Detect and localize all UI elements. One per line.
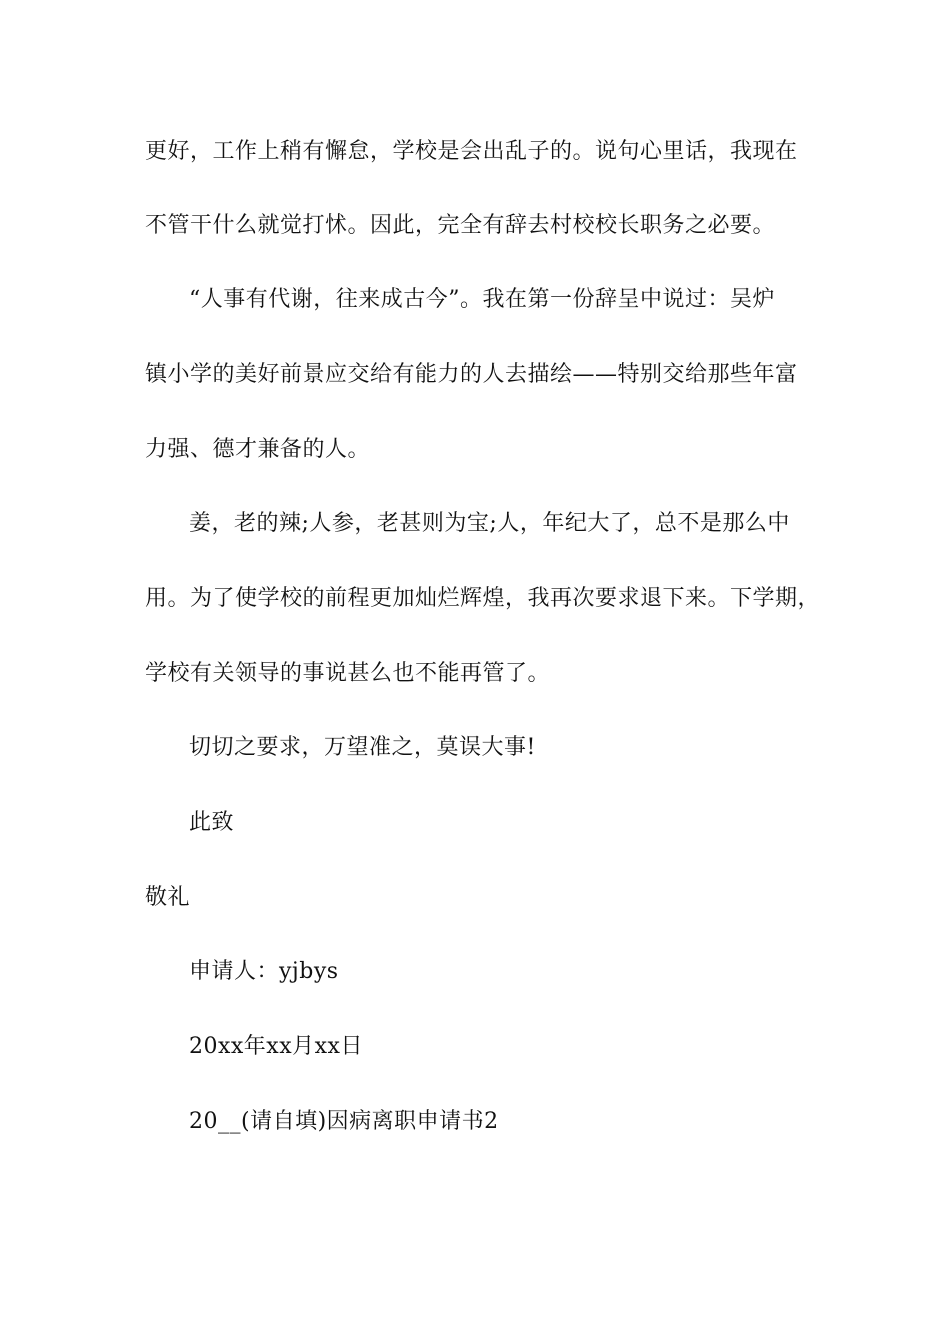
applicant-line: 申请人：yjbys bbox=[189, 959, 339, 984]
date-line: 20xx年xx月xx日 bbox=[189, 1034, 363, 1059]
text-line-3: “人事有代谢，往来成古今”。我在第一份辞呈中说过：吴炉 bbox=[189, 287, 775, 312]
text-line-4: 镇小学的美好前景应交给有能力的人去描绘——特别交给那些年富 bbox=[145, 362, 798, 387]
section-heading: 20__(请自填)因病离职申请书2 bbox=[189, 1109, 499, 1134]
text-line-7: 用。为了使学校的前程更加灿烂辉煌，我再次要求退下来。下学期， bbox=[145, 586, 821, 611]
closing-request: 切切之要求，万望准之，莫误大事! bbox=[189, 735, 536, 760]
salutation-cizhi: 此致 bbox=[189, 810, 235, 835]
text-line-8: 学校有关领导的事说甚么也不能再管了。 bbox=[145, 661, 551, 686]
text-line-5: 力强、德才兼备的人。 bbox=[145, 437, 371, 462]
text-line-1: 更好，工作上稍有懈怠，学校是会出乱子的。说句心里话，我现在 bbox=[145, 139, 798, 164]
salutation-jingli: 敬礼 bbox=[145, 885, 191, 910]
text-line-6: 姜，老的辣;人参，老甚则为宝;人，年纪大了，总不是那么中 bbox=[189, 511, 790, 536]
text-line-2: 不管干什么就觉打怵。因此，完全有辞去村校校长职务之必要。 bbox=[145, 213, 776, 238]
